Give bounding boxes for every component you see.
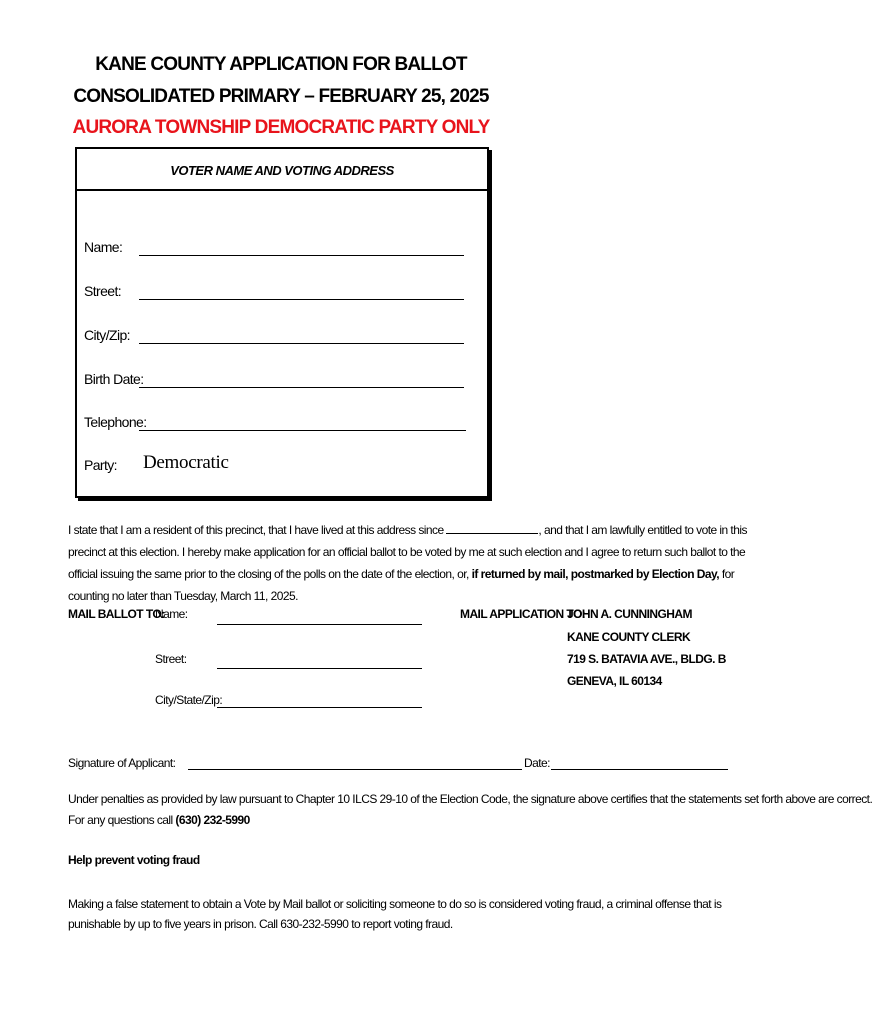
date-label: Date: — [524, 756, 550, 770]
party-restriction-title: AURORA TOWNSHIP DEMOCRATIC PARTY ONLY — [72, 117, 490, 138]
clerk-city: GENEVA, IL 60134 — [567, 674, 662, 688]
party-label: Party: — [84, 457, 117, 473]
clerk-street: 719 S. BATAVIA AVE., BLDG. B — [567, 652, 726, 666]
name-field[interactable] — [139, 255, 464, 256]
mail-street-label: Street: — [155, 652, 187, 666]
city-zip-label: City/Zip: — [84, 327, 130, 343]
street-label: Street: — [84, 283, 122, 299]
telephone-field[interactable] — [139, 430, 466, 431]
form-subtitle: CONSOLIDATED PRIMARY – FEBRUARY 25, 2025 — [73, 86, 489, 107]
voter-info-box — [75, 147, 489, 498]
name-label: Name: — [84, 239, 123, 255]
mail-application-label: MAIL APPLICATION TO: — [460, 607, 586, 621]
mail-street-field[interactable] — [217, 668, 422, 669]
questions-line: For any questions call (630) 232-5990 — [68, 813, 250, 827]
mail-name-label: Name: — [155, 607, 188, 621]
clerk-name: JOHN A. CUNNINGHAM — [567, 607, 692, 621]
mail-ballot-label: MAIL BALLOT TO: — [68, 607, 165, 621]
birth-date-field[interactable] — [139, 387, 464, 388]
birth-date-label: Birth Date: — [84, 371, 144, 387]
voter-box-title: VOTER NAME AND VOTING ADDRESS — [77, 149, 487, 191]
mail-city-field[interactable] — [217, 707, 422, 708]
penalties-text: Under penalties as provided by law pursuant to Chapter 10 ILCS 29-10 of the Election Code, the signature above certifies that the statements set forth above are correct. — [68, 792, 872, 806]
party-value: Democratic — [143, 452, 229, 473]
form-title: KANE COUNTY APPLICATION FOR BALLOT — [95, 54, 467, 75]
fraud-text: Making a false statement to obtain a Vote by Mail ballot or soliciting someone to do so is considered voting fraud, a criminal offense that is punishable by up to five years in prison. Call 630-232-5990 to report voting fraud. — [68, 897, 722, 931]
clerk-title: KANE COUNTY CLERK — [567, 630, 691, 644]
signature-label: Signature of Applicant: — [68, 756, 176, 770]
telephone-label: Telephone: — [84, 414, 147, 430]
city-zip-field[interactable] — [139, 343, 464, 344]
street-field[interactable] — [139, 299, 464, 300]
date-field[interactable] — [551, 769, 728, 770]
mail-name-field[interactable] — [217, 624, 422, 625]
resident-since-field[interactable] — [446, 533, 538, 534]
resident-statement: I state that I am a resident of this precinct, that I have lived at this address since , and that I am lawfully entitled to vote in this precinct at this election. I hereby make application for an official ballot to be voted by me at such election and I agree to return such ballot to the official issuing the same prior to the closing of the polls on the date of the election, or, if returned by mail, postmarked by Election Day, for counting no later than Tuesday, March 11, 2025. — [68, 523, 747, 603]
mail-city-label: City/State/Zip: — [155, 693, 223, 707]
signature-field[interactable] — [188, 769, 522, 770]
fraud-heading: Help prevent voting fraud — [68, 853, 200, 867]
